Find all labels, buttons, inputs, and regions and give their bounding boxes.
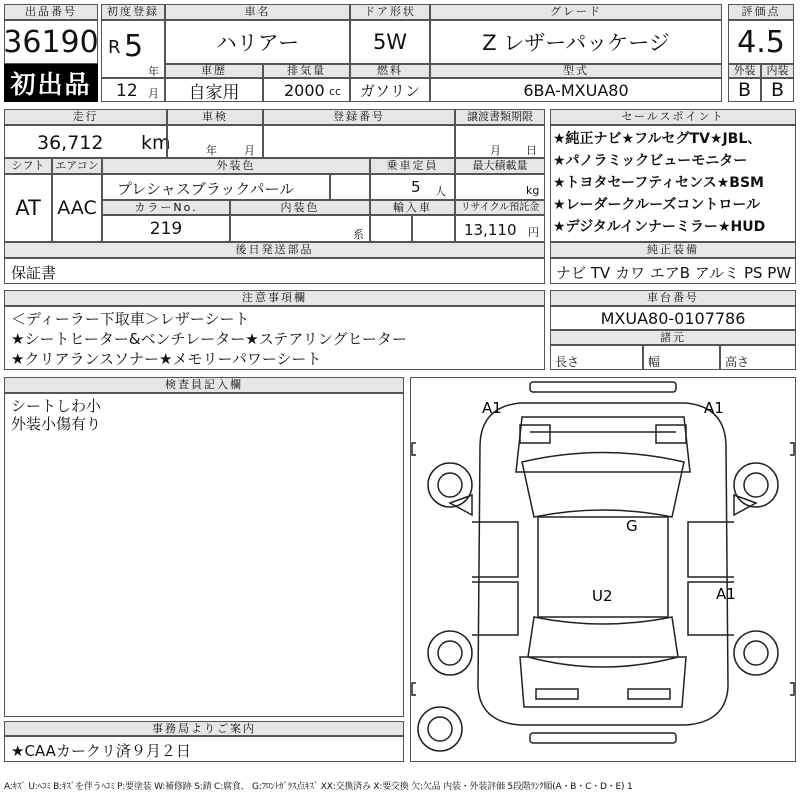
left-taillight <box>536 689 578 699</box>
rear-window <box>528 617 678 667</box>
left-rear-bracket <box>412 683 416 695</box>
reg-month-cell <box>101 78 165 102</box>
displacement-cell <box>263 78 350 102</box>
reg-month: 12 <box>116 81 138 101</box>
sales-point-line: ★レーダークルーズコントロール <box>553 197 761 213</box>
history-label: 車歴 <box>165 64 263 78</box>
center-mark: U2 <box>592 587 613 605</box>
interior-color-unit: 系 <box>353 228 364 241</box>
grade: Z レザーパッケージ <box>430 20 722 64</box>
color-cell <box>102 174 330 200</box>
recycle: 13,110 <box>464 221 517 239</box>
car-diagram <box>410 377 796 762</box>
transfer-cell <box>455 125 545 158</box>
cautions-box <box>4 306 545 370</box>
windshield <box>522 453 684 518</box>
year-unit: 年 <box>148 65 159 78</box>
shift: AT <box>4 174 52 242</box>
import-cell-left <box>370 215 412 242</box>
inspection-month-unit: 月 <box>244 144 255 157</box>
grade-label: グレード <box>430 4 722 20</box>
right-taillight <box>628 689 670 699</box>
color-label: 外装色 <box>102 158 370 174</box>
right-door-mark: A1 <box>716 585 736 603</box>
door-type: 5W <box>350 20 430 64</box>
color-no-label: カラーNo. <box>102 200 230 215</box>
equipment: ナビ TV カワ エアB アルミ PS PW <box>556 264 792 282</box>
transfer-month-unit: 月 <box>490 144 501 157</box>
capacity-cell <box>370 174 455 200</box>
lot-number: 36190 <box>4 20 98 64</box>
transfer-label: 譲渡書類期限 <box>455 109 545 125</box>
reg-no-label: 登録番号 <box>263 109 455 125</box>
front-left-hub <box>438 473 462 497</box>
rear-left-hub <box>438 641 462 665</box>
color-no: 219 <box>102 215 230 242</box>
height-label: 高さ <box>725 355 750 369</box>
interior-grade: B <box>761 78 794 102</box>
roof-mark: G <box>626 517 638 535</box>
rear-right-wheel <box>734 631 778 675</box>
inspection-year-unit: 年 <box>206 144 217 157</box>
sales-point-line: ★純正ナビ★フルセグTV★JBL、 <box>553 131 762 147</box>
load-label: 最大積載量 <box>455 158 545 174</box>
office-notice: ★CAAカークリ済９月２日 <box>11 742 191 760</box>
inspector-line: シートしわ小 <box>11 397 102 415</box>
interior-color-label: 内装色 <box>230 200 370 215</box>
displacement-label: 排気量 <box>263 64 350 78</box>
month-unit: 月 <box>148 87 159 100</box>
history: 自家用 <box>165 78 263 102</box>
reg-no-cell <box>263 125 455 158</box>
specs-label: 諸元 <box>550 330 796 345</box>
right-headlight <box>656 425 686 443</box>
office-cell <box>4 736 404 762</box>
front-left-wheel <box>428 463 472 507</box>
legend: A:ｷｽﾞ U:ﾍｺﾐ B:ｷｽﾞを伴うﾍｺﾐ P:要塗装 W:補修跡 S:錆 C:腐食、 G:ﾌﾛﾝﾄｶﾞﾗｽ点ｷｽﾞ XX:交換済み X:要交換 欠:欠品 内装・外装評価 5段階ﾗﾝｸ順(A・B・C・D・E) 1 <box>4 782 633 792</box>
equipment-cell <box>550 258 796 284</box>
rear-left-wheel <box>428 631 472 675</box>
sales-point-line: ★トヨタセーフティセンス★BSM <box>553 175 764 191</box>
left-headlight <box>520 425 550 443</box>
sales-points-label: セールスポイント <box>550 109 796 125</box>
color-spare-cell <box>330 174 370 200</box>
right-bracket <box>790 443 794 455</box>
rear-right-hub <box>744 641 768 665</box>
right-rear-bracket <box>790 683 794 695</box>
mileage: 36,712 <box>37 132 104 154</box>
inspector-box <box>4 393 404 717</box>
later-parts-cell <box>4 258 545 284</box>
chassis-number: MXUA80-0107786 <box>550 306 796 330</box>
ac-label: エアコン <box>52 158 102 174</box>
front-bumper <box>530 382 676 392</box>
displacement: 2000 <box>284 81 325 100</box>
fuel-label: 燃料 <box>350 64 430 78</box>
score: 4.5 <box>728 20 794 64</box>
body-outline <box>478 403 728 725</box>
width-cell <box>643 345 720 370</box>
inspector-label: 検査員記入欄 <box>4 377 404 393</box>
interior-color-cell <box>230 215 370 242</box>
model-label: 型式 <box>430 64 722 78</box>
caution-line: ★シートヒーター&ベンチレーター★ステアリングヒーター <box>11 330 407 348</box>
capacity-label: 乗車定員 <box>370 158 455 174</box>
interior-grade-label: 内装 <box>761 64 794 78</box>
inspection-label: 車検 <box>167 109 263 125</box>
rear-bumper <box>530 733 676 743</box>
load-cell <box>455 174 545 200</box>
length-cell <box>550 345 643 370</box>
first-listing-badge: 初出品 <box>4 64 98 102</box>
caution-line: ★クリアランスソナー★メモリーパワーシート <box>11 350 322 368</box>
shift-label: シフト <box>4 158 52 174</box>
left-bracket <box>412 443 416 455</box>
import-cell-right <box>412 215 455 242</box>
front-right-wheel <box>734 463 778 507</box>
first-reg-label: 初度登録 <box>101 4 165 20</box>
spare-tire-hub <box>428 717 452 741</box>
exterior-grade: B <box>728 78 761 102</box>
recycle-unit: 円 <box>528 226 539 239</box>
score-label: 評価点 <box>728 4 794 20</box>
capacity-unit: 人 <box>435 185 446 198</box>
mileage-label: 走行 <box>4 109 167 125</box>
fuel: ガソリン <box>350 78 430 102</box>
height-cell <box>720 345 796 370</box>
ac: AAC <box>52 174 102 242</box>
sales-point-line: ★パノラミックビューモニター <box>553 153 748 169</box>
model: 6BA-MXUA80 <box>430 78 722 102</box>
displacement-unit: cc <box>329 85 342 98</box>
right-mirror <box>734 495 756 515</box>
door-label: ドア形状 <box>350 4 430 20</box>
left-mirror <box>450 495 472 515</box>
inspection-cell <box>167 125 263 158</box>
exterior-grade-label: 外装 <box>728 64 761 78</box>
exterior-color: プレシャスブラックパール <box>117 180 295 198</box>
capacity: 5 <box>411 178 421 196</box>
front-right-hub <box>744 473 768 497</box>
reg-year: 5 <box>124 29 144 64</box>
later-parts: 保証書 <box>11 264 57 282</box>
office-label: 事務局よりご案内 <box>4 721 404 736</box>
front-left-mark: A1 <box>482 399 502 417</box>
recycle-label: リサイクル預託金 <box>455 200 545 215</box>
car-name-label: 車名 <box>165 4 350 20</box>
length-label: 長さ <box>555 355 580 369</box>
caution-line: ＜ディーラー下取車＞レザーシート <box>11 310 250 328</box>
car-name: ハリアー <box>165 20 350 64</box>
mileage-cell <box>4 125 171 158</box>
mileage-unit: km <box>141 132 171 154</box>
inspector-line: 外装小傷有り <box>11 415 102 433</box>
first-reg-cell <box>101 20 165 78</box>
recycle-cell <box>455 215 545 242</box>
era-letter: R <box>108 37 121 58</box>
cautions-label: 注意事項欄 <box>4 290 545 306</box>
import-label: 輸入車 <box>370 200 455 215</box>
front-right-mark: A1 <box>704 399 724 417</box>
chassis-label: 車台番号 <box>550 290 796 306</box>
sales-points-box <box>550 125 796 242</box>
sales-point-line: ★デジタルインナーミラー★HUD <box>553 219 766 235</box>
later-parts-label: 後日発送部品 <box>4 242 545 258</box>
lot-number-label: 出品番号 <box>4 4 98 20</box>
width-label: 幅 <box>648 355 661 369</box>
equipment-label: 純正装備 <box>550 242 796 258</box>
spare-tire <box>418 707 462 751</box>
transfer-day-unit: 日 <box>526 144 537 157</box>
load-unit: kg <box>526 184 540 197</box>
